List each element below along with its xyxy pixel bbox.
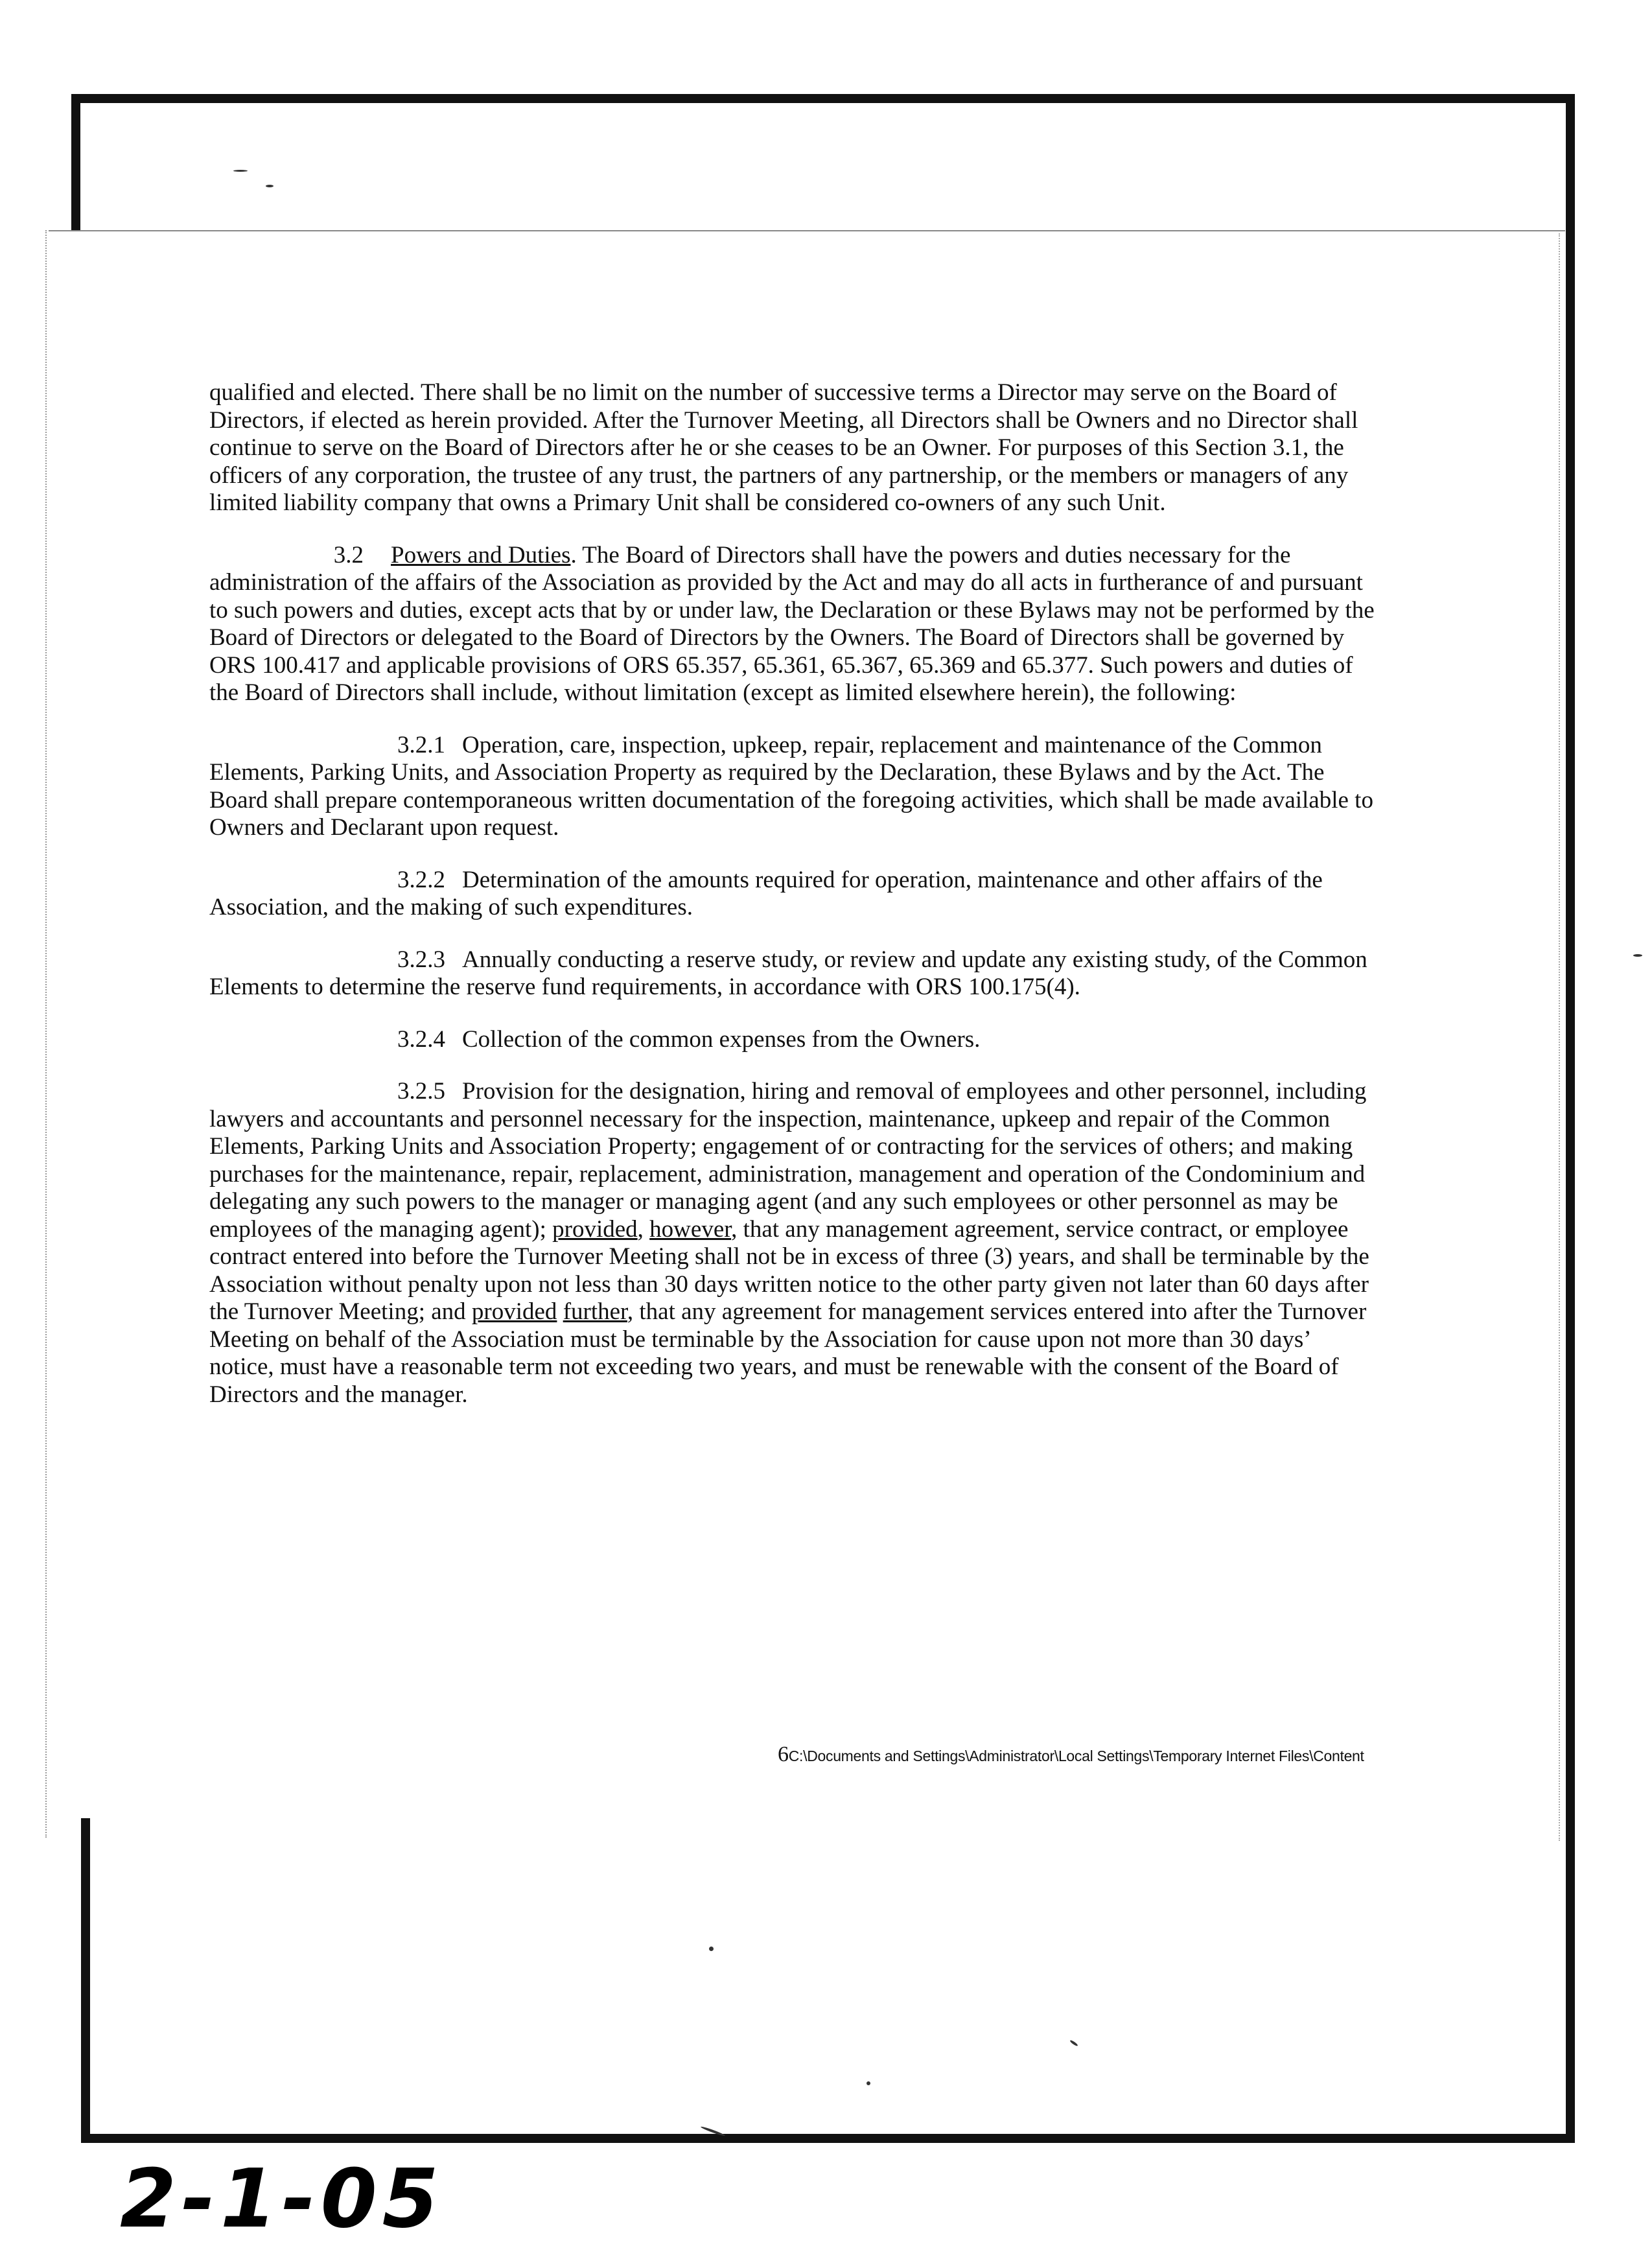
page-number: 6: [778, 1742, 789, 1766]
section-number: 3.2.5: [397, 1078, 445, 1105]
section-number: 3.2: [333, 541, 364, 568]
section-number: 3.2.3: [397, 946, 445, 973]
scan-speck: [709, 1947, 714, 1951]
file-path: C:\Documents and Settings\Administrator\Local Settings\Temporary Internet Files\Content: [788, 1748, 1364, 1764]
scan-frame-left-upper: [71, 94, 80, 230]
section-number: 3.2.1: [397, 731, 445, 758]
handwritten-date: 2-1-05: [120, 2152, 444, 2246]
sheet-edge-right: [1559, 233, 1560, 1841]
paragraph-section-3-2-2: 3.2.2 Determination of the amounts required for operation, maintenance and other affairs of the Association, and the making of such expenditures.: [209, 866, 1323, 920]
sheet-edge-left: [45, 230, 47, 1838]
paragraph-section-3-1-continuation: qualified and elected. There shall be no limit on the number of successive terms a Director may serve on the Board of Directors, if elected as herein provided. After the Turnover Meeting, all Directors shall be Owners and no Director shall continue to serve on the Board of Directors after he or she ceases to be an Owner. For purposes of this Section 3.1, the officers of any corporation, the trustee of any trust, the partners of any partnership, or the members or managers of any limited liability company that owns a Primary Unit shall be considered co-owners of any such Unit.: [209, 379, 1358, 516]
scan-frame-right: [1566, 94, 1575, 2142]
paragraph-section-3-2-5: 3.2.5 Provision for the designation, hiring and removal of employees and other personnel, including lawyers and accountants and personnel necessary for the inspection, maintenance, upkeep and repair of the Common Elements, Parking Units and Association Property; engagement of or contracting for the services of others; and making purchases for the maintenance, repair, replacement, administration, management and operation of the Condominium and delegating any such powers to the manager or managing agent (and any such employees or other personnel as may be employees of the managing agent); provided, however, that any management agreement, service contract, or employee contract entered into before the Turnover Meeting shall not be in excess of three (3) years, and shall be terminable by the Association without penalty upon not less than 30 days written notice to the other party given not later than 60 days after the Turnover Meeting; and provided further, that any agreement for management services entered into after the Turnover Meeting on behalf of the Association must be terminable by the Association for cause upon not more than 30 days’ notice, must have a reasonable term not exceeding two years, and must be renewable with the consent of the Board of Directors and the manager.: [209, 1078, 1369, 1408]
section-heading: Powers and Duties: [391, 541, 571, 568]
scan-speck: [1633, 954, 1642, 957]
scan-speck: [1069, 2039, 1078, 2046]
scan-speck: [266, 185, 273, 187]
paragraph-section-3-2-4: 3.2.4 Collection of the common expenses from the Owners.: [209, 1026, 1376, 1054]
sheet-edge-top: [49, 230, 1565, 231]
section-number: 3.2.2: [397, 866, 445, 893]
paragraph-section-3-2-3: 3.2.3 Annually conducting a reserve study, or review and update any existing study, of the Common Elements to determine the reserve fund requirements, in accordance with ORS 100.175(4).: [209, 946, 1367, 1000]
paragraph-section-3-2: 3.2 Powers and Duties. The Board of Directors shall have the powers and duties necessary for the administration of the affairs of the Association as provided by the Act and may do all acts in furtherance of and pursuant to such powers and duties, except acts that by or under law, the Declaration or these Bylaws may not be performed by the Board of Directors or delegated to the Board of Directors by the Owners. The Board of Directors shall be governed by ORS 100.417 and applicable provisions of ORS 65.357, 65.361, 65.367, 65.369 and 65.377. Such powers and duties of the Board of Directors shall include, without limitation (except as limited elsewhere herein), the following:: [209, 541, 1375, 706]
document-body: [209, 379, 1376, 1433]
scan-speck: [233, 170, 248, 172]
scan-speck: [867, 2081, 870, 2085]
paragraph-section-3-2-1: 3.2.1 Operation, care, inspection, upkeep, repair, replacement and maintenance of the Common Elements, Parking Units, and Association Property as required by the Declaration, these Bylaws and by the Act. The Board shall prepare contemporaneous written documentation of the foregoing activities, which shall be made available to Owners and Declarant upon request.: [209, 731, 1373, 841]
scan-frame-left-lower: [81, 1818, 90, 2142]
scan-frame-bottom: [81, 2134, 1575, 2143]
section-number: 3.2.4: [397, 1025, 445, 1053]
page-footer: [778, 1742, 1364, 1767]
scan-frame-top: [71, 94, 1575, 103]
